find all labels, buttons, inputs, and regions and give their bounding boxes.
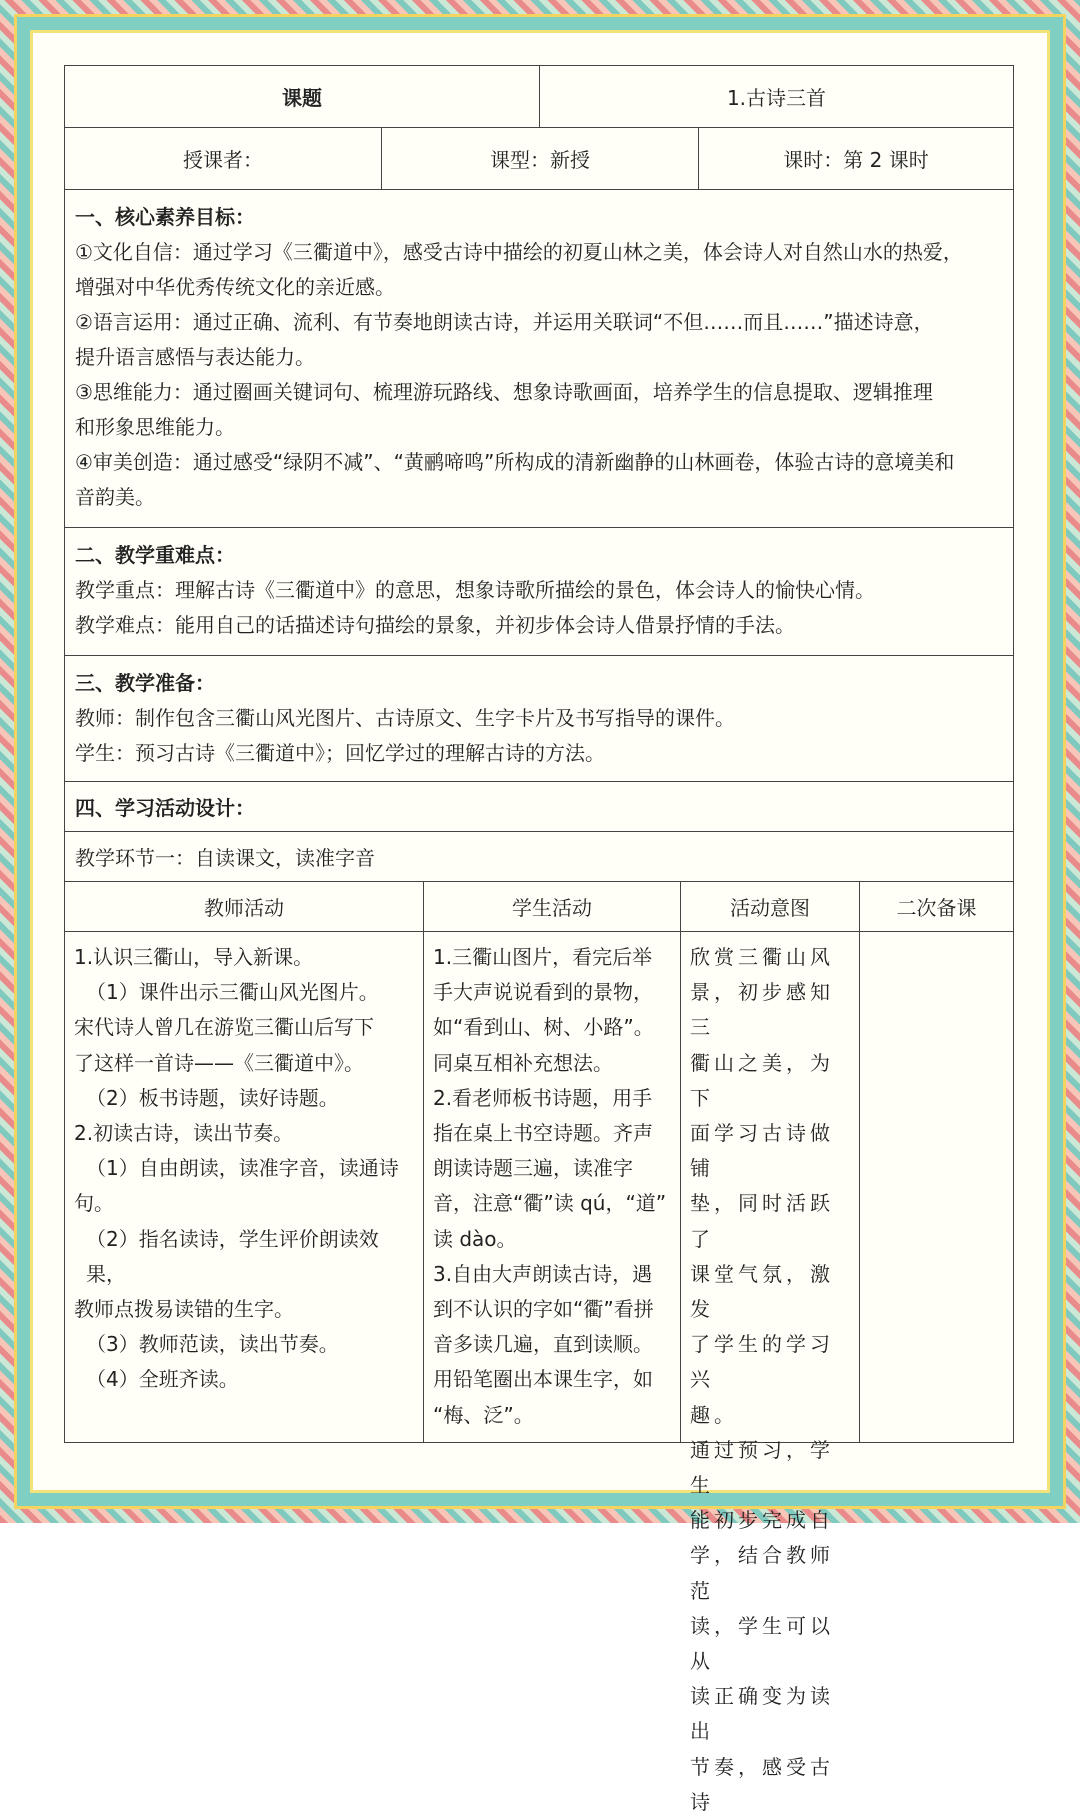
text-line: （1）自由朗读，读准字音，读通诗 — [86, 1156, 399, 1181]
text-line: 和形象思维能力。 — [75, 415, 235, 439]
text-line: 节奏，感受古诗 — [690, 1754, 834, 1814]
section-key-points — [65, 528, 1013, 656]
text-line: （3）教师范读，读出节奏。 — [86, 1332, 339, 1357]
text-line: 读，学生可以从 — [690, 1613, 834, 1674]
text-line: 课堂气氛，激发 — [690, 1261, 834, 1322]
text-line: 3.自由大声朗读古诗，遇 — [433, 1261, 653, 1286]
section-activities-title — [65, 782, 1013, 832]
col-student-header: 学生活动 — [423, 882, 680, 931]
text-line: ③思维能力：通过圈画关键词句、梳理游玩路线、想象诗歌画面，培养学生的信息提取、逻辑推理 — [75, 380, 933, 404]
section-core-goals — [65, 190, 1013, 528]
text-line: 指在桌上书空诗题。齐声 — [433, 1121, 653, 1146]
second-preparation-notes — [859, 932, 1013, 1442]
text-line: “梅、泛”。 — [433, 1402, 534, 1427]
text-line: 用铅笔圈出本课生字，如 — [433, 1367, 653, 1392]
text-line: 教学难点：能用自己的话描述诗句描绘的景象，并初步体会诗人借景抒情的手法。 — [75, 613, 795, 637]
section-title: 二、教学重难点： — [75, 543, 235, 567]
text-line: 读 dào。 — [433, 1226, 517, 1251]
topic-row — [65, 66, 1013, 128]
col-teacher-header: 教师活动 — [204, 896, 284, 920]
text-line: 2.看老师板书诗题，用手 — [433, 1085, 653, 1110]
text-line: 增强对中华优秀传统文化的亲近感。 — [75, 275, 395, 299]
text-line: 手大声说说看到的景物， — [433, 980, 653, 1005]
text-line: 朗读诗题三遍，读准字 — [433, 1156, 633, 1181]
section-title: 一、核心素养目标： — [75, 205, 255, 229]
text-line: ④审美创造：通过感受“绿阴不减”、“黄鹂啼鸣”所构成的清新幽静的山林画卷，体验古诗的意境美和 — [75, 450, 955, 474]
text-line: ①文化自信：通过学习《三衢道中》，感受古诗中描绘的初夏山林之美，体会诗人对自然山水的热爱， — [75, 240, 963, 264]
text-line: （4）全班齐读。 — [86, 1367, 239, 1392]
text-line: （2）指名读诗，学生评价朗读效果， — [86, 1226, 379, 1286]
step-label: 教学环节一：自读课文，读准字音 — [75, 846, 375, 870]
text-line: 趣。 — [690, 1402, 738, 1427]
text-line: （2）板书诗题，读好诗题。 — [86, 1085, 339, 1110]
col-notes-header: 二次备课 — [859, 882, 1013, 931]
text-line: 音韵美。 — [75, 485, 155, 509]
text-line: 景，初步感知三 — [690, 980, 834, 1040]
text-line: 宋代诗人曾几在游览三衢山后写下 — [74, 1015, 374, 1040]
text-line: 提升语言感悟与表达能力。 — [75, 345, 315, 369]
col-intent-header: 活动意图 — [680, 882, 859, 931]
text-line: 同桌互相补充想法。 — [433, 1050, 613, 1075]
topic-value: 1.古诗三首 — [539, 66, 1013, 127]
text-line: 了学生的学习兴 — [690, 1332, 834, 1392]
section-preparation — [65, 656, 1013, 782]
text-line: 音多读几遍，直到读顺。 — [433, 1332, 653, 1357]
text-line: 欣赏三衢山风 — [690, 945, 834, 969]
text-line: 衢山之美，为下 — [690, 1050, 834, 1110]
info-row — [65, 128, 1013, 190]
activity-intent — [680, 932, 859, 1814]
text-line: 教师：制作包含三衢山风光图片、古诗原文、生字卡片及书写指导的课件。 — [75, 706, 735, 730]
text-line: 教学重点：理解古诗《三衢道中》的意思，想象诗歌所描绘的景色，体会诗人的愉快心情。 — [75, 578, 875, 602]
text-line: 学生：预习古诗《三衢道中》；回忆学过的理解古诗的方法。 — [75, 741, 605, 765]
section-title: 四、学习活动设计： — [75, 796, 255, 820]
text-line: 垫，同时活跃了 — [690, 1191, 834, 1251]
text-line: ②语言运用：通过正确、流利、有节奏地朗读古诗，并运用关联词“不但……而且……”描述诗意， — [75, 310, 934, 334]
lesson-plan-table — [64, 65, 1014, 1814]
section-title: 三、教学准备： — [75, 671, 215, 695]
text-line: 学，结合教师范 — [690, 1543, 834, 1603]
lesson-period: 课时：第 2 课时 — [698, 128, 1013, 189]
text-line: 了这样一首诗——《三衢道中》。 — [74, 1050, 364, 1075]
text-line: 1.三衢山图片，看完后举 — [433, 945, 653, 969]
step-row — [65, 832, 1013, 882]
text-line: 能初步完成自 — [690, 1508, 834, 1533]
activity-header-row — [65, 882, 1013, 932]
lesson-type: 课型：新授 — [381, 128, 698, 189]
text-line: 读正确变为读出 — [690, 1684, 834, 1744]
text-line: 教师点拨易读错的生字。 — [74, 1297, 294, 1322]
teacher-label: 授课者： — [183, 148, 263, 172]
teacher-activity — [65, 932, 423, 1442]
text-line: 音，注意“衢”读 qú，“道” — [433, 1191, 667, 1216]
text-line: 句。 — [74, 1191, 114, 1216]
topic-label: 课题 — [282, 86, 322, 110]
text-line: 如“看到山、树、小路”。 — [433, 1015, 654, 1040]
text-line: （1）课件出示三衢山风光图片。 — [86, 980, 379, 1005]
text-line: 到不认识的字如“衢”看拼 — [433, 1297, 654, 1322]
text-line: 2.初读古诗，读出节奏。 — [74, 1121, 294, 1146]
text-line: 1.认识三衢山，导入新课。 — [74, 945, 314, 969]
text-line: 面学习古诗做铺 — [690, 1121, 834, 1181]
activity-content-row — [65, 932, 1013, 1814]
text-line: 通过预习，学生 — [690, 1437, 834, 1498]
student-activity — [423, 932, 680, 1442]
